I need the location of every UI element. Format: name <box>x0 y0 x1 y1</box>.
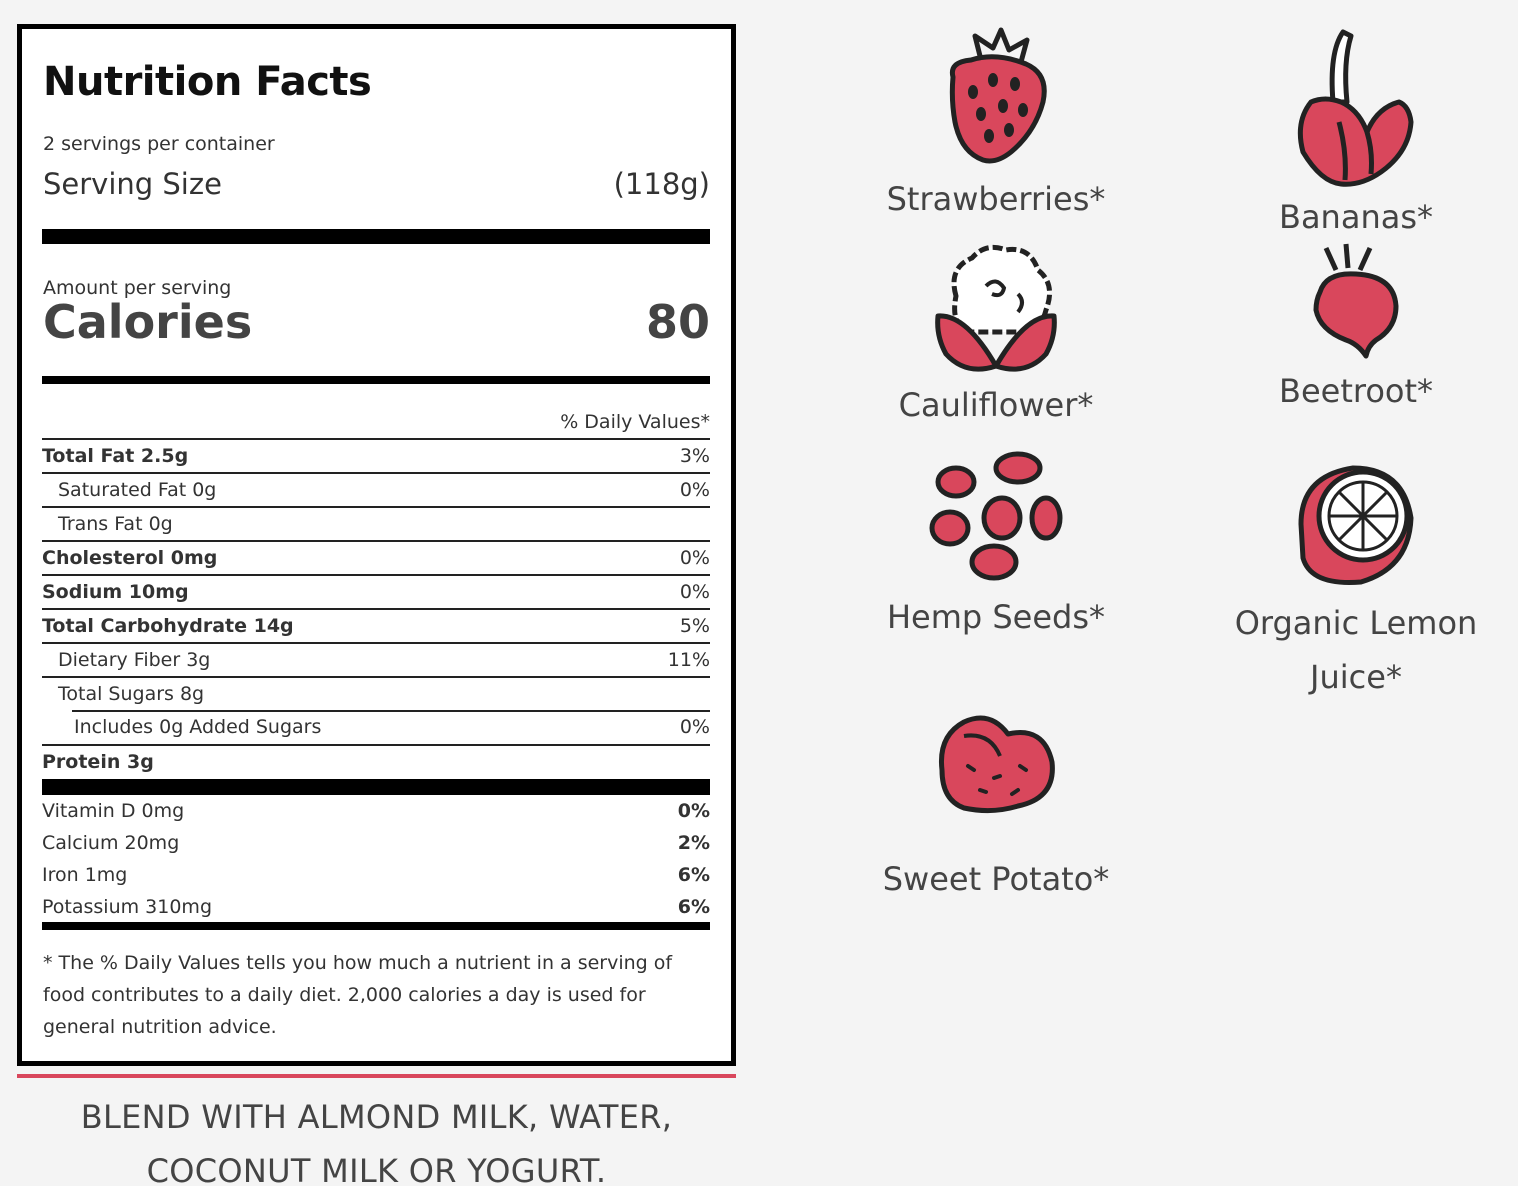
calories-row <box>43 295 710 349</box>
nutrient-name: Sodium 10mg <box>42 581 189 603</box>
banana-icon <box>1281 22 1431 190</box>
divider-heavy <box>42 779 710 795</box>
nutrient-row <box>42 676 710 710</box>
nutrient-dv: 11% <box>667 649 710 671</box>
lemon-icon <box>1291 458 1421 590</box>
nutrient-rows <box>42 438 710 778</box>
nutrient-row <box>42 574 710 608</box>
daily-values-footnote: * The % Daily Values tells you how much a nutrient in a serving of food contributes to a daily diet. 2,000 calories a day is used for general nutrition advice. <box>43 952 673 1038</box>
nutrient-dv: 0% <box>679 716 710 738</box>
nutrient-name: Cholesterol 0mg <box>42 547 218 569</box>
nutrient-row <box>42 744 710 778</box>
sweet-potato-icon <box>934 706 1058 818</box>
vitamin-row <box>42 795 710 827</box>
strawberry-icon <box>931 22 1061 172</box>
nutrient-row <box>42 642 710 676</box>
nutrient-row <box>42 472 710 506</box>
nutrient-dv: 0% <box>679 547 710 569</box>
nutrient-row <box>42 608 710 642</box>
nutrient-row <box>42 506 710 540</box>
nutrition-facts-title: Nutrition Facts <box>43 59 372 105</box>
vitamin-name: Calcium 20mg <box>42 832 180 854</box>
ingredient-hemp-seeds <box>876 446 1116 644</box>
ingredient-label: Strawberries* <box>886 180 1106 218</box>
vitamin-name: Vitamin D 0mg <box>42 800 185 822</box>
ingredient-label-line-2: Juice* <box>1310 658 1402 696</box>
nutrient-name: Dietary Fiber 3g <box>58 649 211 671</box>
divider-thick <box>42 229 710 244</box>
beetroot-icon <box>1296 240 1416 364</box>
nutrient-dv: 0% <box>679 581 710 603</box>
ingredient-strawberries <box>876 22 1116 226</box>
vitamin-name: Potassium 310mg <box>42 896 212 918</box>
ingredient-label-line-1: Organic Lemon <box>1234 604 1478 642</box>
amount-per-serving: Amount per serving <box>43 277 232 299</box>
ingredient-label: Beetroot* <box>1278 372 1434 410</box>
vitamin-dv: 2% <box>677 832 710 854</box>
vitamin-dv: 0% <box>677 800 710 822</box>
ingredient-cauliflower <box>876 236 1116 432</box>
calories-label: Calories <box>43 295 253 349</box>
serving-size-value: (118g) <box>613 167 710 201</box>
nutrient-row <box>42 710 710 744</box>
hemp-seeds-icon <box>926 446 1066 586</box>
ingredient-label: Bananas* <box>1278 198 1433 236</box>
daily-values-header: % Daily Values* <box>560 411 710 433</box>
vitamin-row <box>42 891 710 923</box>
divider-medium <box>42 376 710 384</box>
nutrient-row <box>42 438 710 472</box>
nutrition-facts-panel <box>17 24 736 1066</box>
nutrient-name: Trans Fat 0g <box>58 513 173 535</box>
ingredient-beetroot <box>1236 240 1476 418</box>
cauliflower-icon <box>926 236 1066 378</box>
nutrient-dv: 3% <box>679 445 710 467</box>
vitamin-dv: 6% <box>677 864 710 886</box>
serving-size-label: Serving Size <box>43 167 222 201</box>
nutrient-name: Protein 3g <box>42 751 154 773</box>
nutrient-name: Total Fat 2.5g <box>42 445 189 467</box>
ingredient-lemon-juice <box>1206 458 1506 704</box>
nutrient-row <box>42 540 710 574</box>
nutrient-name: Includes 0g Added Sugars <box>74 716 322 738</box>
calories-value: 80 <box>645 295 710 349</box>
ingredient-label: Hemp Seeds* <box>886 598 1106 636</box>
vitamin-rows <box>42 795 710 923</box>
nutrient-name: Saturated Fat 0g <box>58 479 217 501</box>
ingredient-sweet-potato <box>876 706 1116 906</box>
ingredient-bananas <box>1236 22 1476 244</box>
vitamin-row <box>42 859 710 891</box>
ingredient-label: Sweet Potato* <box>882 860 1110 898</box>
serving-size-row <box>43 167 710 201</box>
nutrient-dv: 5% <box>679 615 710 637</box>
vitamin-name: Iron 1mg <box>42 864 128 886</box>
ingredient-label: Cauliflower* <box>898 386 1094 424</box>
accent-divider <box>17 1074 736 1078</box>
nutrient-name: Total Carbohydrate 14g <box>42 615 294 637</box>
blend-line-2: COCONUT MILK OR YOGURT. <box>146 1152 607 1186</box>
blend-line-1: BLEND WITH ALMOND MILK, WATER, <box>80 1098 673 1136</box>
divider-medium <box>42 922 710 930</box>
servings-per-container: 2 servings per container <box>43 133 275 155</box>
nutrient-name: Total Sugars 8g <box>58 683 205 705</box>
blend-instructions <box>17 1090 736 1186</box>
vitamin-row <box>42 827 710 859</box>
vitamin-dv: 6% <box>677 896 710 918</box>
nutrient-dv: 0% <box>679 479 710 501</box>
